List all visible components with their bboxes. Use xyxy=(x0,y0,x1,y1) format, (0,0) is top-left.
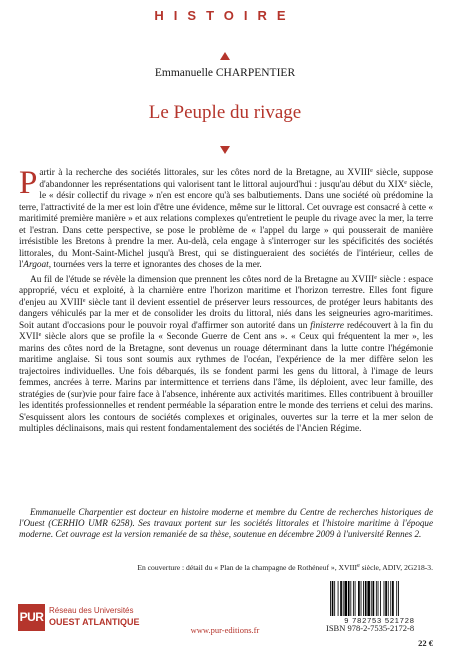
book-summary xyxy=(19,165,433,439)
publisher-url[interactable]: www.pur-editions.fr xyxy=(190,625,260,635)
summary-text: , tournées vers la terre et ignorantes des choses de la mer. xyxy=(48,260,262,270)
superscript: e xyxy=(374,274,377,281)
summary-text: siècle, suppose d'abandonner les représentations qui valorisent tant le littoral aujourd'hui : jusqu'au début du XIX xyxy=(39,168,433,190)
summary-text: siècle tant il devient essentiel de préserver leurs ressources, de protéger leurs habitants des dangers véhiculés par la mer et de consolider les droits du littoral, niés dans les seigneuries agro-maritimes. Soit autant d'occasions pour le pouvoir royal d'affirmer son autorité dans un xyxy=(19,297,433,331)
cover-credit-text: En couverture : détail du « Plan de la champagne de Rothéneuf », XVIII xyxy=(137,563,358,572)
author-bio xyxy=(19,507,433,540)
summary-text: siècle : espace approprié, vécu et exploité, à la charnière entre l'horizon maritime et l'horizon terrestre. Elles font figure d'enjeu au XVIII xyxy=(19,274,433,308)
superscript: e xyxy=(370,168,373,174)
summary-text: artir à la recherche des sociétés littorales, sur les côtes nord de la Bretagne, au XVIII xyxy=(39,168,371,178)
barcode-icon xyxy=(326,581,433,616)
drop-cap: P xyxy=(19,165,38,201)
triangle-up-icon xyxy=(220,52,230,60)
summary-text: siècle, le « désir collectif du rivage » n'en est encore qu'à ses balbutiements. Dans une société où prédomine la terre, l'attractivité de la mer est loin d'être une évidence, même sur le littoral. Cet ouvrage est consacré à cette « maritimité première manière » et aux relations complexes qu'entretient le peuple du rivage avec la mer, la terre et l'estran. Dans cette perspective, se pose le problème de « l'appel du large » qui pousserait de manière irrésistible les Bretons à prendre la mer. Au-delà, cela engage à s'interroger sur les spécificités des sociétés littorales, du Mont-Saint-Michel jusqu'à Brest, qui se distingueraient des sociétés de l'intérieur, celles de l' xyxy=(19,179,433,270)
cover-credit xyxy=(19,563,433,572)
publisher-network: Réseau des Universités xyxy=(49,606,134,615)
barcode xyxy=(326,581,433,625)
superscript: e xyxy=(38,332,42,338)
publisher-logo xyxy=(18,604,138,644)
summary-paragraph-2 xyxy=(19,275,433,436)
author-name: Emmanuelle CHARPENTIER xyxy=(154,67,296,79)
superscript: e xyxy=(404,179,407,186)
summary-italic: Argoat xyxy=(23,260,49,270)
series-label: HISTOIRE xyxy=(154,8,296,23)
cover-credit-text: siècle, ADIV, 2G218-3. xyxy=(359,563,433,572)
pur-logo-icon: PUR xyxy=(18,604,45,631)
price: 22 € xyxy=(418,638,433,648)
superscript: e xyxy=(82,297,86,304)
summary-paragraph-1 xyxy=(19,165,433,272)
author-bio-text: Emmanuelle Charpentier est docteur en histoire moderne et membre du Centre de recherches historiques de l'Ouest (CERHIO UMR 6258). Ses travaux portent sur les sociétés littorales et l'histoire maritime à l'époque moderne. Cet ouvrage est la version remaniée de sa thèse, soutenue en décembre 2009 à l'université Rennes 2. xyxy=(19,507,433,539)
triangle-down-icon xyxy=(220,146,230,154)
barcode-digits: 9 782753 521728 xyxy=(344,616,415,625)
isbn: ISBN 978-2-7535-2172-8 xyxy=(326,623,415,633)
summary-italic: finisterre xyxy=(310,320,345,331)
book-title: Le Peuple du rivage xyxy=(148,102,302,123)
summary-text: siècle alors que se profile la « Seconde Guerre de Cent ans ». « Ceux qui fréquentent la mer », les marins des côtes nord de la Bretagne, sont devenus un rouage déterminant dans la lutte contre l'hégémonie maritime anglaise. Si tous sont soumis aux rythmes de l'océan, l'expérience de la mer diffère selon les trajectoires individuelles. Une fois débarqués, ils se fondent parmi les gens du littoral, à l'image de leurs femmes, ancrées à terre. Marins par intermittence et terriens dans l'âme, ils déploient, avec leur famille, des stratégies de (sur)vie pour faire face à l'absence, inhérente aux activités maritimes. Elles contribuent à brouiller les identités professionnelles et rendent perméable la séparation entre le monde des terriens et celui des marins. S'esquissent alors les contours de sociétés complexes et originales, ouvertes sur la terre et la mer selon de multiples déclinaisons, mais qui restent fondamentalement des sociétés de l'Ancien Régime. xyxy=(19,332,433,434)
publisher-region: OUEST ATLANTIQUE xyxy=(49,617,140,627)
summary-text: Au fil de l'étude se révèle la dimension que prennent les côtes nord de la Bretagne au XVIII xyxy=(30,274,375,285)
summary-text: redécouvert à la fin du XVII xyxy=(19,320,433,342)
superscript: e xyxy=(357,563,360,569)
